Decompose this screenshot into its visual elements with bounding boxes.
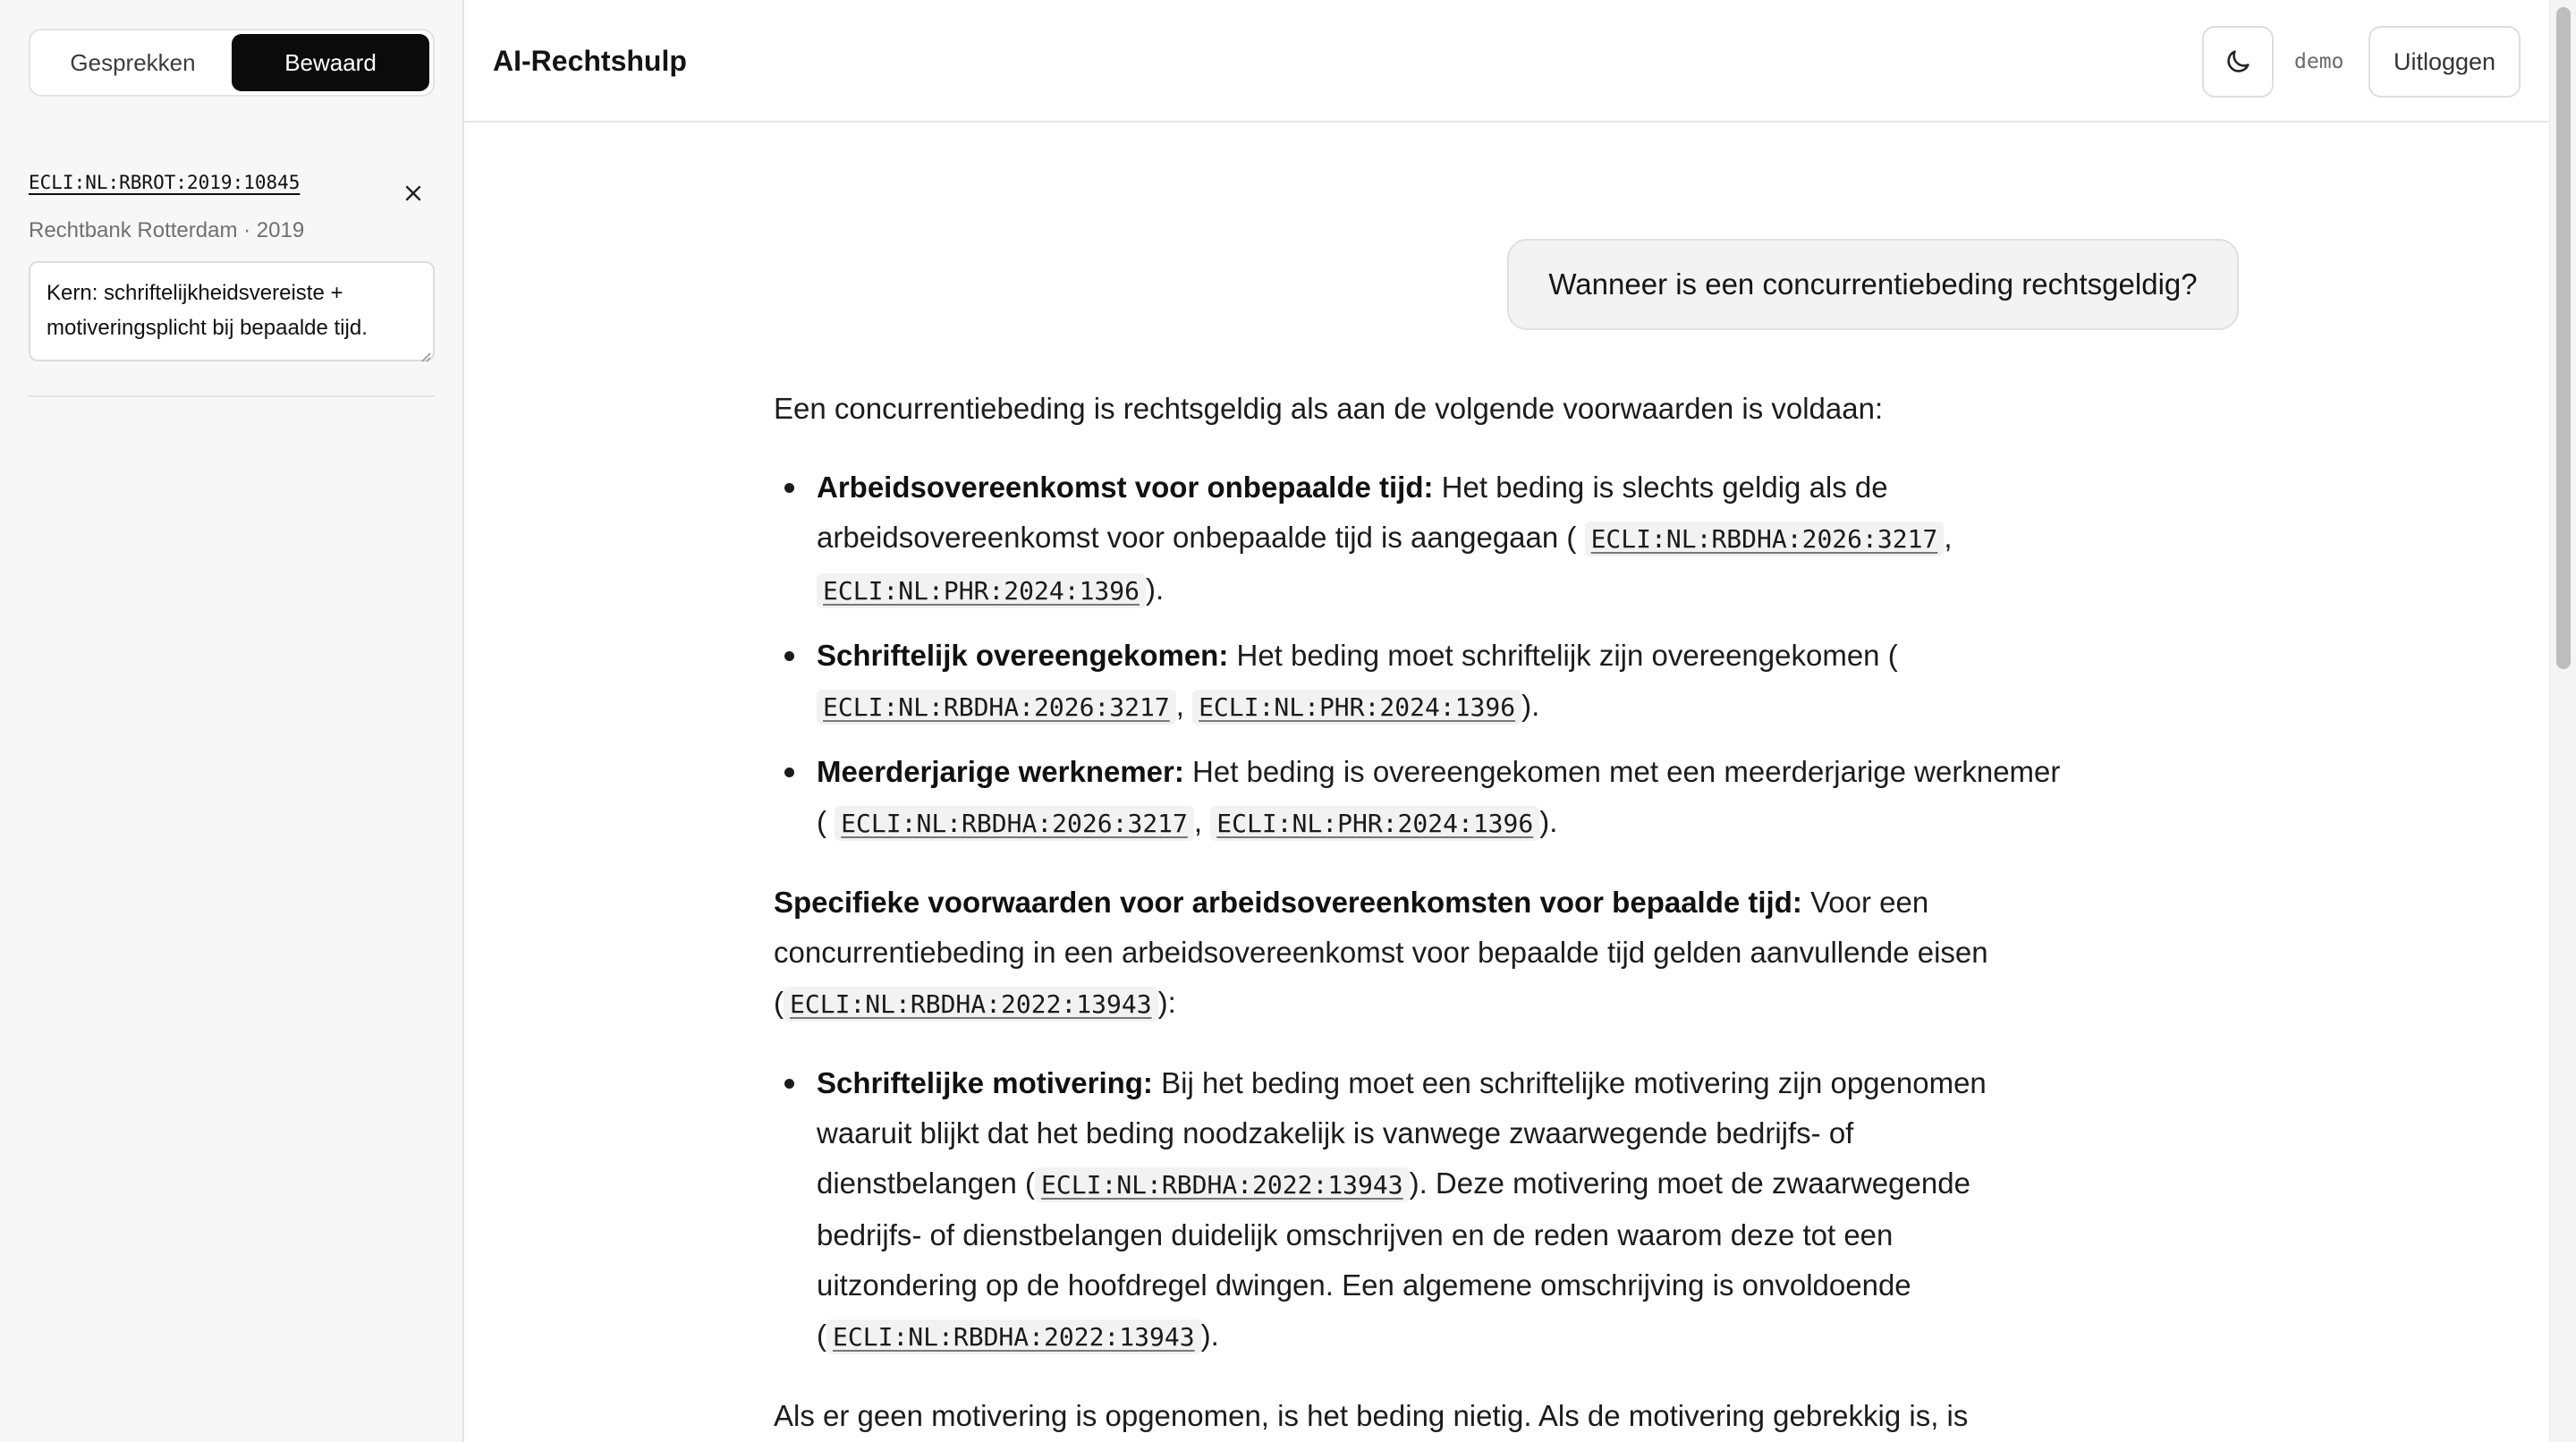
list-item: Arbeidsovereenkomst voor onbepaalde tijd: Het beding is slechts geldig als de arbeidsovereenkomst voor onbepaalde tijd is aangegaan ( ECLI:NL:RBDHA:2026:3217 , ECLI:NL:PHR:2024:1396 ). [774, 462, 2062, 616]
assistant-answer [774, 384, 2062, 1442]
saved-ruling-note-input[interactable] [29, 261, 435, 361]
citation-link[interactable]: ECLI:NL:PHR:2024:1396 [817, 573, 1146, 608]
condition-end: ). [1539, 805, 1558, 838]
citation-link[interactable]: ECLI:NL:RBDHA:2026:3217 [817, 690, 1176, 725]
list-item: Meerderjarige werknemer: Het beding is overeengekomen met een meerderjarige werknemer ( ECLI:NL:RBDHA:2026:3217 , ECLI:NL:PHR:2024:1396 ). [774, 747, 2062, 849]
citation-link[interactable]: ECLI:NL:RBDHA:2022:13943 [826, 1319, 1201, 1354]
current-user-label: demo [2294, 50, 2344, 73]
remove-saved-close-icon[interactable] [404, 181, 422, 208]
motivation-list [774, 1058, 2062, 1362]
saved-ruling-ecli-link[interactable]: ECLI:NL:RBROT:2019:10845 [29, 172, 301, 193]
tab-gesprekken[interactable]: Gesprekken [70, 48, 196, 76]
motivation-text: Bij het beding moet een schriftelijke motivering zijn opgenomen waaruit blijkt dat het beding noodzakelijk is vanwege zwaarwegende bedrijfs- of dienstbelangen ( [817, 1066, 1987, 1200]
condition-title: Schriftelijk overeengekomen: [817, 639, 1229, 672]
answer-closing: Als er geen motivering is opgenomen, is het beding nietig. Als de motivering gebrekkig is, is [774, 1399, 1969, 1432]
condition-list [774, 462, 2062, 849]
scrollbar-thumb[interactable] [2556, 7, 2571, 669]
tab-bewaard[interactable]: Bewaard [232, 34, 429, 91]
resize-grip-icon[interactable] [419, 350, 431, 362]
user-message-bubble: Wanneer is een concurrentiebeding rechtsgeldig? [1507, 239, 2239, 330]
condition-text: Het beding moet schriftelijk zijn overeengekomen ( [1236, 639, 1898, 672]
saved-ruling-item [29, 165, 435, 366]
condition-text: Het beding is slechts geldig als de arbeidsovereenkomst voor onbepaalde tijd is aangegaan ( [817, 471, 1888, 554]
specific-title: Specifieke voorwaarden voor arbeidsovereenkomsten voor bepaalde tijd: [774, 886, 1802, 919]
logout-button[interactable]: Uitloggen [2368, 26, 2521, 98]
answer-intro: Een concurrentiebeding is rechtsgeldig als aan de volgende voorwaarden is voldaan: [774, 392, 1884, 425]
citation-link[interactable]: ECLI:NL:PHR:2024:1396 [1210, 806, 1539, 841]
citation-link[interactable]: ECLI:NL:RBDHA:2022:13943 [1035, 1167, 1410, 1202]
app-title: AI-Rechtshulp [493, 45, 687, 77]
chat-area [464, 124, 2549, 1442]
sidebar-tab-switch [29, 29, 435, 97]
specific-end: ): [1157, 986, 1176, 1019]
specific-conditions-paragraph [774, 878, 2062, 1030]
list-item: Schriftelijk overeengekomen: Het beding moet schriftelijk zijn overeengekomen ( ECLI:NL:RBDHA:2026:3217 , ECLI:NL:PHR:2024:1396 ). [774, 631, 2062, 733]
condition-text: Het beding is overeengekomen met een meerderjarige werknemer ( [817, 755, 2061, 838]
motivation-title: Schriftelijke motivering: [817, 1066, 1153, 1099]
citation-link[interactable]: ECLI:NL:RBDHA:2026:3217 [835, 806, 1194, 841]
motivation-end: ). [1200, 1319, 1219, 1352]
condition-end: ). [1146, 573, 1165, 606]
citation-link[interactable]: ECLI:NL:PHR:2024:1396 [1192, 690, 1521, 725]
condition-title: Meerderjarige werknemer: [817, 755, 1184, 788]
condition-end: ). [1521, 689, 1540, 722]
citation-link[interactable]: ECLI:NL:RBDHA:2026:3217 [1585, 522, 1945, 556]
specific-text: Voor een concurrentiebeding in een arbeidsovereenkomst voor bepaalde tijd gelden aanvullende eisen ( [774, 886, 1988, 1019]
condition-title: Arbeidsovereenkomst voor onbepaalde tijd: [817, 471, 1434, 504]
sidebar-divider [29, 395, 435, 397]
motivation-text-continued: ). Deze motivering moet de zwaarwegende bedrijfs- of dienstbelangen duidelijk omschrijven en de reden waarom deze tot een uitzondering op de hoofdregel dwingen. Een algemene omschrijving is onvoldoende ( [817, 1166, 1970, 1352]
sidebar [0, 0, 464, 1442]
saved-ruling-meta: Rechtbank Rotterdam · 2019 [29, 218, 305, 242]
citation-link[interactable]: ECLI:NL:RBDHA:2022:13943 [784, 987, 1158, 1022]
moon-icon [2223, 47, 2253, 77]
top-header [464, 0, 2549, 123]
theme-toggle-button[interactable] [2202, 26, 2274, 98]
list-item [774, 1058, 2062, 1362]
page-scrollbar[interactable] [2549, 0, 2576, 1442]
